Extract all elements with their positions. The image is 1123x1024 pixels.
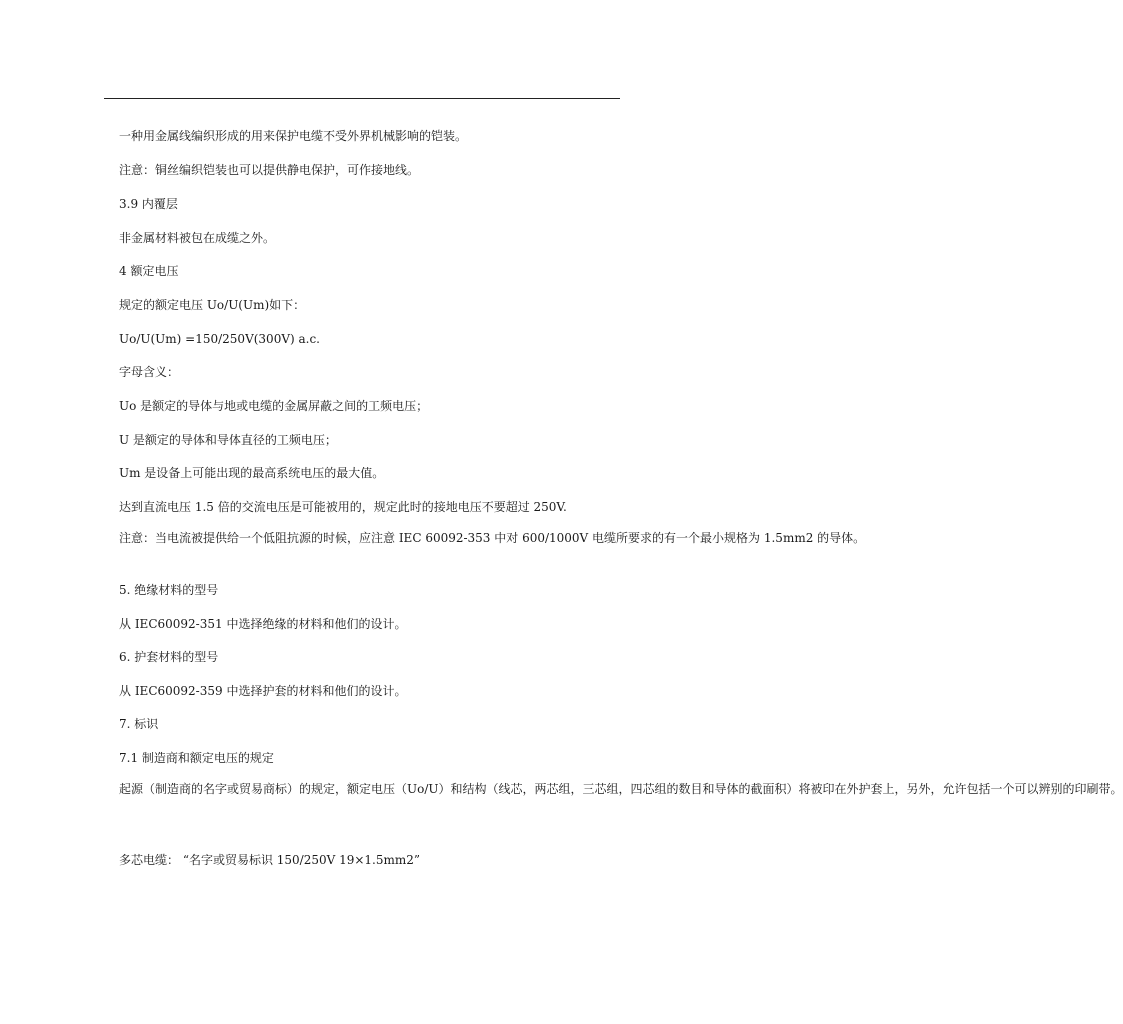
paragraph-multicore-example: 多芯电缆： “名字或贸易标识 150/250V 19×1.5mm2”	[119, 853, 421, 867]
paragraph-letters-meaning: 字母含义：	[119, 365, 180, 379]
paragraph-voltage-values: Uo/U(Um) =150/250V(300V) a.c.	[119, 332, 320, 346]
paragraph-braid-armour: 一种用金属线编织形成的用来保护电缆不受外界机械影响的铠装。	[119, 129, 468, 143]
paragraph-u-definition: U 是额定的导体和导体直径的工频电压；	[119, 433, 337, 447]
paragraph-note-current: 注意：当电流被提供给一个低阻抗源的时候，应注意 IEC 60092-353 中对 600/1000V 电缆所要求的有一个最小规格为 1.5mm2 的导体。	[119, 531, 866, 545]
paragraph-uo-definition: Uo 是额定的导体与地或电缆的金属屏蔽之间的工频电压；	[119, 399, 429, 413]
paragraph-inner-covering: 非金属材料被包在成缆之外。	[119, 231, 276, 245]
paragraph-um-definition: Um 是设备上可能出现的最高系统电压的最大值。	[119, 466, 385, 480]
paragraph-insulation-source: 从 IEC60092-351 中选择绝缘的材料和他们的设计。	[119, 617, 407, 631]
paragraph-dc-voltage: 达到直流电压 1.5 倍的交流电压是可能被用的，规定此时的接地电压不要超过 250V.	[119, 500, 567, 514]
paragraph-rated-voltage: 规定的额定电压 Uo/U(Um)如下：	[119, 298, 306, 312]
heading-7: 7. 标识	[119, 717, 159, 731]
heading-5: 5. 绝缘材料的型号	[119, 583, 219, 597]
paragraph-marking-origin: 起源（制造商的名字或贸易商标）的规定，额定电压（Uo/U）和结构（线芯，两芯组，三芯组，四芯组的数目和导体的截面积）将被印在外护套上，另外，允许包括一个可以辨别的印刷带。	[119, 782, 1123, 796]
header-rule	[104, 98, 620, 99]
heading-6: 6. 护套材料的型号	[119, 650, 219, 664]
heading-3-9: 3.9 内覆层	[119, 197, 178, 211]
paragraph-note-braid: 注意：铜丝编织铠装也可以提供静电保护，可作接地线。	[119, 163, 420, 177]
paragraph-sheath-source: 从 IEC60092-359 中选择护套的材料和他们的设计。	[119, 684, 407, 698]
heading-7-1: 7.1 制造商和额定电压的规定	[119, 751, 274, 765]
heading-4: 4 额定电压	[119, 264, 179, 278]
